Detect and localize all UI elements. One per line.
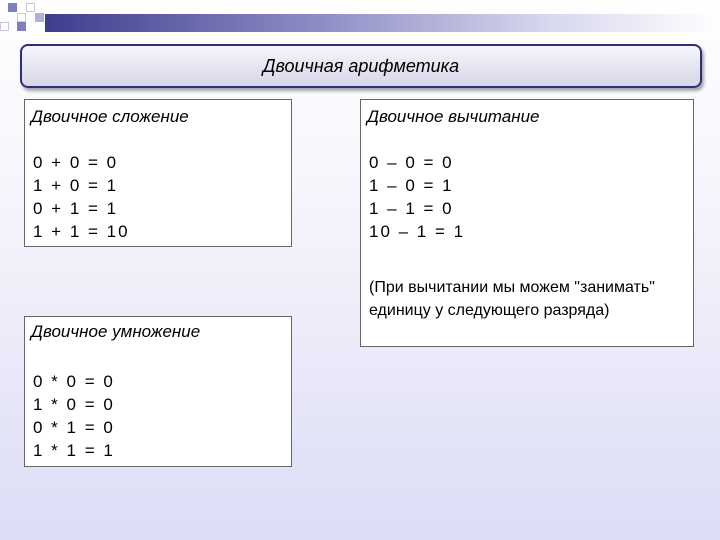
multiplication-row: 0 * 1 = 0 (33, 418, 115, 437)
subtraction-row: 0 – 0 = 0 (369, 153, 454, 172)
addition-box (24, 99, 292, 247)
multiplication-row: 1 * 1 = 1 (33, 441, 115, 460)
multiplication-row: 1 * 0 = 0 (33, 395, 115, 414)
decor-square (17, 22, 26, 31)
subtraction-row: 10 – 1 = 1 (369, 222, 466, 241)
decor-square (35, 13, 44, 22)
decor-square (17, 13, 26, 22)
addition-row: 0 + 0 = 0 (33, 153, 119, 172)
decor-square (8, 3, 17, 12)
decor-square (26, 3, 35, 12)
multiplication-box (24, 316, 292, 467)
addition-row: 1 + 1 = 10 (33, 222, 130, 241)
subtraction-note: (При вычитании мы можем "занимать" единицу у следующего разряда) (369, 279, 655, 319)
page-title: Двоичная арифметика (262, 55, 460, 76)
subtraction-box (360, 99, 694, 347)
addition-row: 0 + 1 = 1 (33, 199, 119, 218)
multiplication-row: 0 * 0 = 0 (33, 372, 115, 391)
title-banner (20, 44, 702, 88)
subtraction-row: 1 – 1 = 0 (369, 199, 454, 218)
decor-square (0, 22, 9, 31)
addition-heading: Двоичное сложение (31, 107, 189, 126)
addition-row: 1 + 0 = 1 (33, 176, 119, 195)
subtraction-row: 1 – 0 = 1 (369, 176, 454, 195)
header-gradient-bar (45, 14, 720, 32)
multiplication-heading: Двоичное умножение (31, 322, 201, 341)
subtraction-heading: Двоичное вычитание (367, 107, 540, 126)
